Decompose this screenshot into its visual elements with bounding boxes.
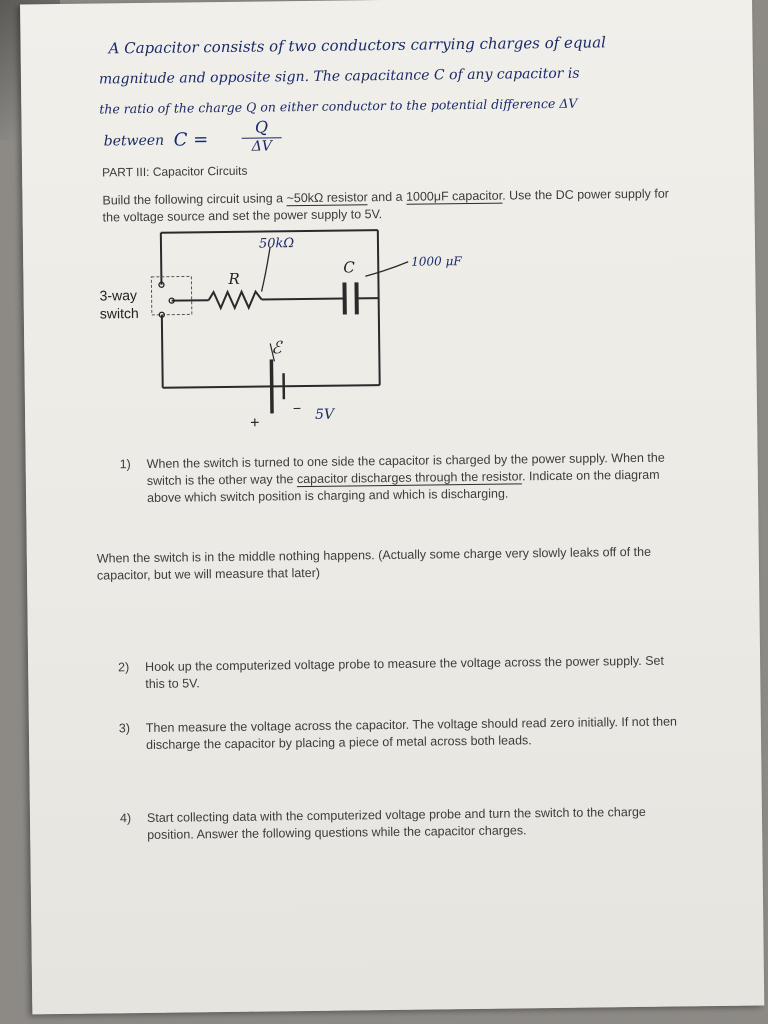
capacitor-note-arrow (365, 262, 408, 277)
question-3-line-2: discharge the capacitor by placing a piece of metal across both leads. (145, 733, 532, 752)
capacitor-note: 1000 μF (411, 254, 462, 269)
middle-note-line-1: When the switch is in the middle nothing happens. (Actually some charge very slowly leaks off of the (96, 544, 652, 566)
formula-lhs: C = (173, 129, 209, 151)
question-1-number: 1) (119, 457, 131, 472)
question-2-number: 2) (118, 660, 130, 675)
question-1-line-3: above which switch position is charging and which is discharging. (146, 486, 509, 505)
left-wire-bottom (162, 315, 163, 388)
handwritten-line-3: the ratio of the charge Q on either conductor to the potential difference ΔV (99, 95, 578, 117)
question-2-line-1: Hook up the computerized voltage probe to measure the voltage across the power supply. Set (145, 653, 665, 674)
question-1-body (147, 449, 708, 507)
handwritten-line-2: magnitude and opposite sign. The capacitance C of any capacitor is (98, 65, 580, 88)
intro-line-2: the voltage source and set the power supply to 5V. (102, 207, 383, 225)
intro-resistor: ~50kΩ resistor (286, 190, 368, 206)
resistor-note-arrow (261, 247, 271, 291)
resistor-zigzag (209, 292, 262, 309)
handwritten-line-1: A Capacitor consists of two conductors carrying charges of equal (108, 33, 606, 58)
question-4-body (147, 803, 707, 844)
resistor-to-cap-wire (262, 299, 344, 300)
worksheet-page (20, 0, 764, 1014)
intro-capacitor: 1000μF capacitor (405, 188, 503, 204)
question-4-line-1: Start collecting data with the computerized voltage probe and turn the switch to the charge (146, 804, 646, 825)
formula-denominator: ΔV (251, 138, 272, 155)
question-1-line-2-post: . Indicate on the diagram (521, 467, 660, 484)
handwritten-line-4: between (103, 132, 165, 150)
emf-label: ℰ (271, 338, 282, 359)
switch-label-2: switch (99, 305, 139, 322)
question-4-number: 4) (119, 811, 132, 826)
question-1 (120, 449, 741, 517)
question-3-body (146, 713, 706, 754)
battery-plate-long (271, 359, 272, 413)
question-1-line-1: When the switch is turned to one side the capacitor is charged by the power supply. When the (146, 450, 665, 471)
intro-post: . Use the DC power supply for (502, 186, 669, 203)
circuit-diagram (20, 0, 757, 444)
part-heading: PART III: Capacitor Circuits (102, 163, 248, 180)
question-4-line-2: position. Answer the following questions while the capacitor charges. (147, 823, 527, 842)
capacitor-label: C (343, 258, 355, 277)
switch-box[interactable] (151, 276, 191, 314)
switch-label-1: 3-way (99, 287, 138, 304)
intro-pre: Build the following circuit using a (102, 191, 287, 208)
formula-numerator: Q (241, 117, 281, 138)
voltage-note: 5V (314, 406, 335, 423)
resistor-label: R (228, 269, 240, 288)
question-3 (119, 713, 749, 757)
right-wire (378, 230, 380, 385)
question-1-line-2-pre: switch is the other way the (146, 472, 298, 488)
question-3-number: 3) (118, 721, 131, 736)
middle-note-line-2: capacitor, but we will measure that later) (96, 565, 321, 583)
question-2 (118, 652, 738, 696)
middle-note (97, 543, 737, 587)
question-1-line-2-underlined: capacitor discharges through the resistor (296, 469, 523, 487)
question-3-line-1: Then measure the voltage across the capacitor. The voltage should read zero initially. If not then (145, 714, 678, 735)
question-2-body (145, 652, 705, 693)
battery-plus: + (250, 414, 260, 432)
top-wire (161, 230, 378, 233)
question-4 (120, 803, 750, 847)
question-2-line-2: this to 5V. (145, 676, 200, 691)
intro-mid: and a (367, 189, 407, 205)
battery-minus: − (292, 400, 302, 417)
resistor-note: 50kΩ (258, 236, 295, 252)
